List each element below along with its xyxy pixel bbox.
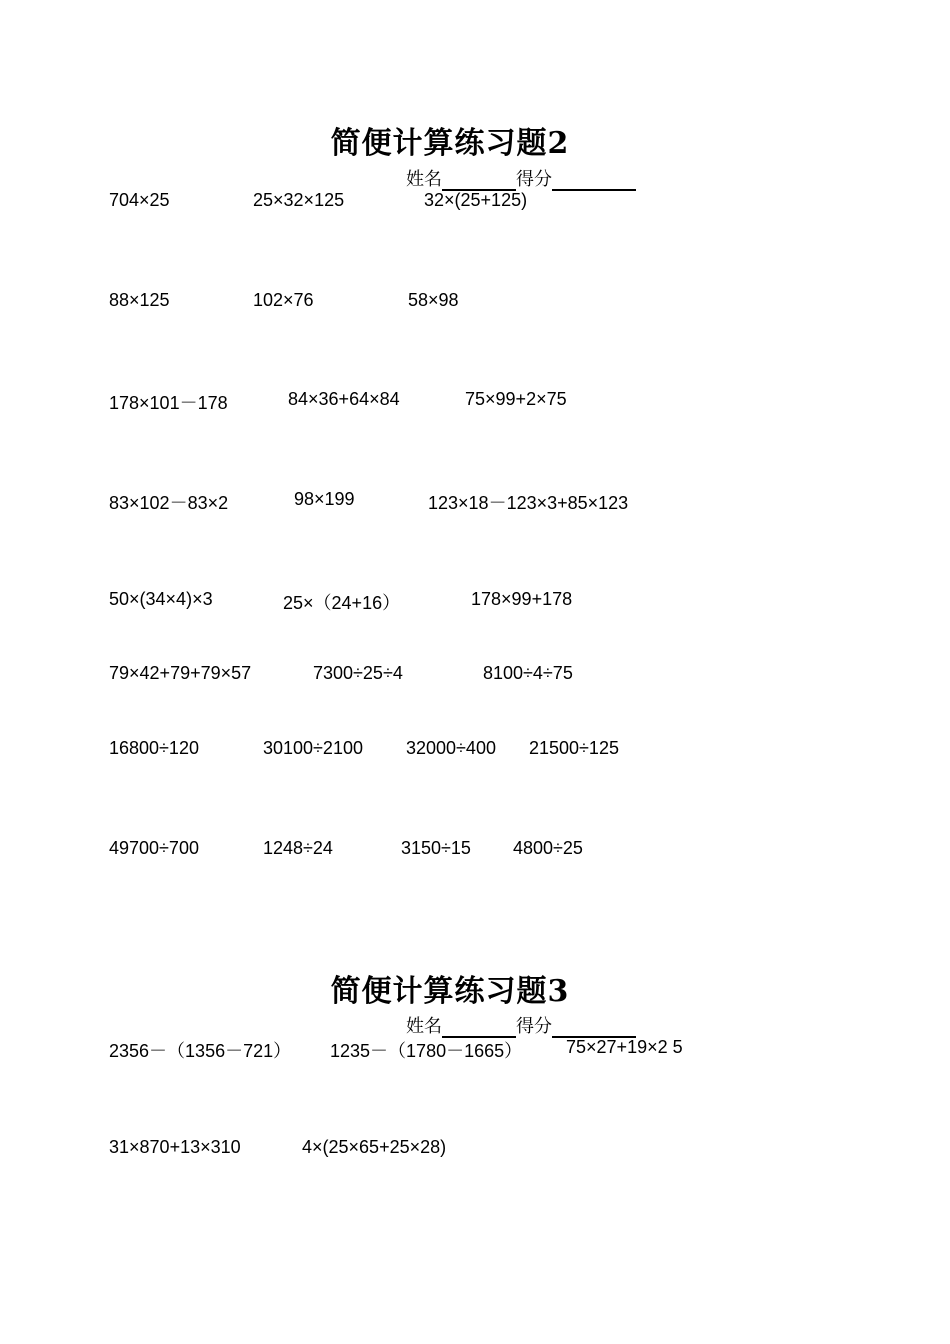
problem: 32×(25+125)	[424, 190, 528, 210]
problem: 178×99+178	[471, 589, 573, 609]
problem: 1248÷24	[263, 838, 333, 858]
problem: 4800÷25	[513, 838, 583, 858]
sheet-3-name-score-line	[406, 1012, 636, 1038]
sheet-3-title: 简便计算练习题3	[330, 974, 570, 1009]
problem: 7300÷25÷4	[313, 663, 403, 683]
problem: 58×98	[408, 290, 459, 310]
problem: 21500÷125	[529, 738, 619, 758]
name-label: 姓名	[406, 169, 442, 190]
problem: 16800÷120	[109, 738, 199, 758]
problem: 49700÷700	[109, 838, 199, 858]
sheet-2-title: 简便计算练习题2	[330, 126, 570, 161]
problem: 25×32×125	[253, 190, 345, 210]
problem: 88×125	[109, 290, 170, 310]
problem: 2356－（1356－721）	[109, 1041, 292, 1061]
problem: 178×101－178	[109, 393, 228, 413]
problem: 3150÷15	[401, 838, 471, 858]
name-blank[interactable]	[442, 171, 516, 191]
name-label: 姓名	[406, 1016, 442, 1037]
problem: 25×（24+16）	[283, 593, 401, 613]
score-label: 得分	[516, 1016, 552, 1037]
problem: 75×99+2×75	[465, 389, 567, 409]
problem: 98×199	[294, 489, 355, 509]
problem: 8100÷4÷75	[483, 663, 573, 683]
problem: 84×36+64×84	[288, 389, 400, 409]
sheet-2-name-score-line	[406, 165, 636, 191]
score-label: 得分	[516, 169, 552, 190]
problem: 4×(25×65+25×28)	[302, 1137, 447, 1157]
problem: 31×870+13×310	[109, 1137, 241, 1157]
problem: 75×27+19×2 5	[566, 1037, 683, 1057]
problem: 704×25	[109, 190, 170, 210]
problem: 30100÷2100	[263, 738, 363, 758]
score-blank[interactable]	[552, 1018, 636, 1038]
problem: 123×18－123×3+85×123	[428, 493, 629, 513]
problem: 50×(34×4)×3	[109, 589, 213, 609]
score-blank[interactable]	[552, 171, 636, 191]
problem: 32000÷400	[406, 738, 496, 758]
problem: 1235－（1780－1665）	[330, 1041, 523, 1061]
problem: 102×76	[253, 290, 314, 310]
problem: 79×42+79+79×57	[109, 663, 252, 683]
name-blank[interactable]	[442, 1018, 516, 1038]
problem: 83×102－83×2	[109, 493, 229, 513]
